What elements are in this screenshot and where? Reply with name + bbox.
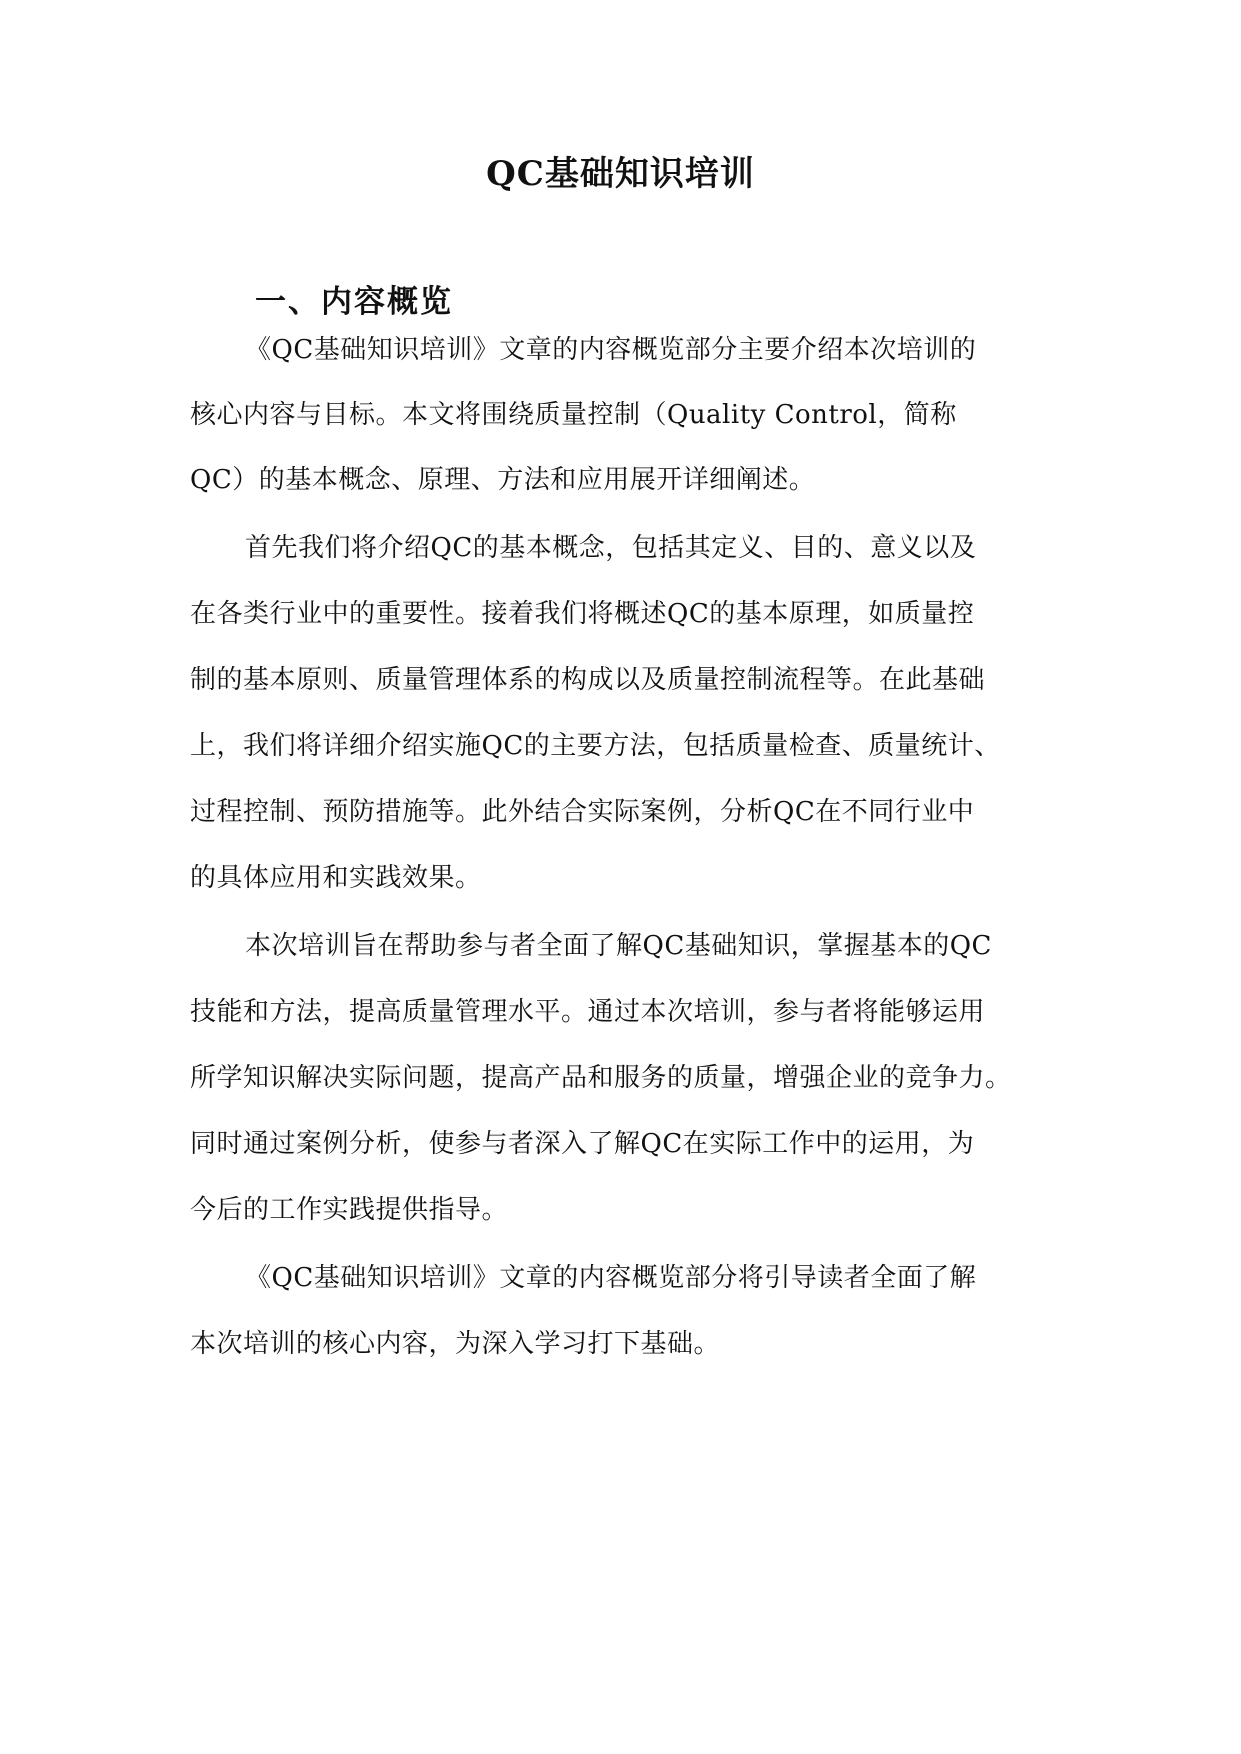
paragraph-line: 上，我们将详细介绍实施QC的主要方法，包括质量检查、质量统计、 bbox=[190, 731, 1001, 761]
paragraph-line: 今后的工作实践提供指导。 bbox=[190, 1195, 509, 1225]
paragraph-line: 同时通过案例分析，使参与者深入了解QC在实际工作中的运用，为 bbox=[190, 1129, 975, 1159]
paragraph-line: 所学知识解决实际问题，提高产品和服务的质量，增强企业的竞争力。 bbox=[190, 1063, 1012, 1093]
paragraph-line: 的具体应用和实践效果。 bbox=[190, 863, 482, 893]
paragraph-line: 制的基本原则、质量管理体系的构成以及质量控制流程等。在此基础 bbox=[190, 665, 986, 695]
paragraph-line: QC）的基本概念、原理、方法和应用展开详细阐述。 bbox=[190, 465, 816, 495]
paragraph-line: 在各类行业中的重要性。接着我们将概述QC的基本原理，如质量控 bbox=[190, 599, 975, 629]
paragraph-line: 技能和方法，提高质量管理水平。通过本次培训，参与者将能够运用 bbox=[190, 997, 986, 1027]
paragraph-line: 本次培训旨在帮助参与者全面了解QC基础知识，掌握基本的QC bbox=[245, 931, 992, 961]
document-title: QC基础知识培训 bbox=[486, 154, 755, 194]
paragraph-line: 首先我们将介绍QC的基本概念，包括其定义、目的、意义以及 bbox=[245, 533, 977, 563]
section-heading: 一、内容概览 bbox=[255, 284, 453, 320]
paragraph-line: 《QC基础知识培训》文章的内容概览部分将引导读者全面了解 bbox=[245, 1263, 977, 1293]
paragraph-line: 《QC基础知识培训》文章的内容概览部分主要介绍本次培训的 bbox=[245, 335, 977, 365]
paragraph-line: 核心内容与目标。本文将围绕质量控制（Quality Control，简称 bbox=[190, 400, 957, 430]
paragraph-line: 过程控制、预防措施等。此外结合实际案例，分析QC在不同行业中 bbox=[190, 797, 975, 827]
paragraph-line: 本次培训的核心内容，为深入学习打下基础。 bbox=[190, 1329, 721, 1359]
